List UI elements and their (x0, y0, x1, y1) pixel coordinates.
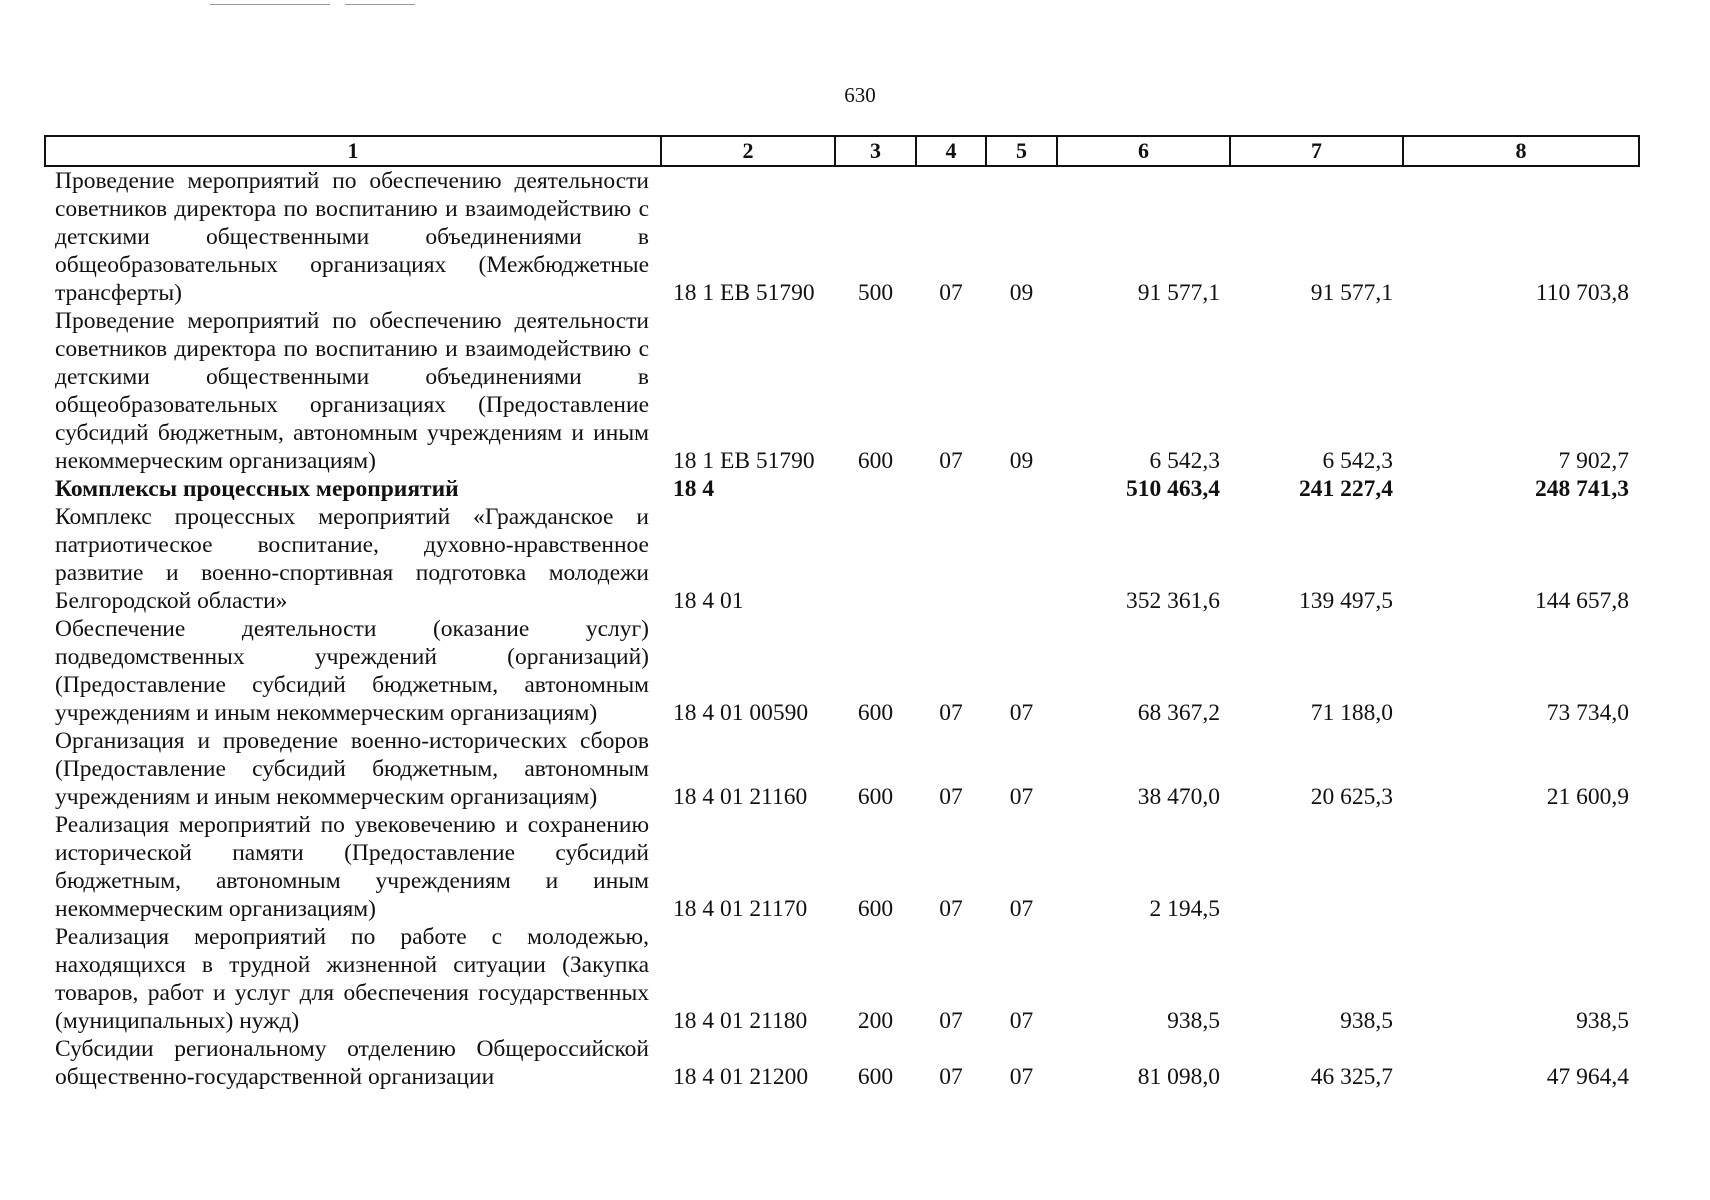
row-amount-7: 139 497,5 (1299, 588, 1393, 614)
row-amount-7: 6 542,3 (1322, 448, 1393, 474)
scan-artifact-line (210, 4, 330, 5)
row-col-3 (835, 475, 916, 503)
row-amount-6: 510 463,4 (1126, 476, 1220, 502)
header-col-3: 3 (835, 136, 916, 166)
row-col-3: 600 (857, 784, 894, 810)
row-target-code: 18 4 01 21200 (673, 1064, 809, 1090)
row-col-4: 07 (939, 448, 963, 474)
row-col-4: 07 (939, 784, 963, 810)
row-amount-6: 6 542,3 (1149, 448, 1220, 474)
table-row (45, 923, 1639, 1035)
row-amount-8 (1403, 811, 1639, 923)
row-col-5: 09 (1009, 280, 1034, 306)
row-target-code: 18 1 ЕВ 51790 (673, 280, 815, 306)
row-description: Реализация мероприятий по увековечению и сохранению исторической памяти (Предоставление субсидий бюджетным, автономным учреждениям и иным некоммерческим организациям) (55, 812, 649, 922)
row-target-code: 18 4 01 00590 (673, 700, 809, 726)
row-description: Организация и проведение военно-исторических сборов (Предоставление субсидий бюджетным, автономным учреждениям и иным некоммерческим организациям) (55, 728, 649, 810)
row-col-3 (835, 503, 916, 615)
row-amount-6: 38 470,0 (1137, 784, 1220, 810)
row-description: Комплекс процессных мероприятий «Гражданское и патриотическое воспитание, духовно-нравственное развитие и военно-спортивная подготовка молодежи Белгородской области» (55, 504, 649, 614)
row-description: Комплексы процессных мероприятий (55, 476, 459, 502)
page-number: 630 (844, 83, 876, 107)
header-col-7: 7 (1230, 136, 1403, 166)
row-description: Проведение мероприятий по обеспечению деятельности советников директора по воспитанию и взаимодействию с детскими общественными объединениями в общеобразовательных организациях (Предоставление субсидий бюджетным, автономным учреждениям и иным некоммерческим организациям) (55, 308, 649, 474)
row-col-5: 07 (1009, 700, 1034, 726)
row-col-3: 200 (857, 1008, 894, 1034)
row-amount-6: 2 194,5 (1149, 896, 1220, 922)
header-col-4: 4 (916, 136, 986, 166)
row-amount-7 (1230, 811, 1403, 923)
row-amount-7: 91 577,1 (1310, 280, 1393, 306)
row-target-code: 18 4 01 21160 (673, 784, 808, 810)
row-amount-7: 938,5 (1340, 1008, 1393, 1034)
row-col-4: 07 (939, 280, 963, 306)
row-description: Субсидии региональному отделению Общероссийской общественно-государственной организации (55, 1036, 649, 1090)
header-col-1: 1 (45, 136, 661, 166)
row-col-5 (986, 475, 1057, 503)
budget-table (44, 135, 1640, 1091)
table-row (45, 811, 1639, 923)
table-row (45, 727, 1639, 811)
row-col-5: 07 (1009, 896, 1034, 922)
row-amount-7: 46 325,7 (1310, 1064, 1393, 1090)
scan-artifact-line (345, 4, 415, 5)
row-target-code: 18 4 01 21180 (673, 1008, 808, 1034)
row-col-4: 07 (939, 1008, 963, 1034)
header-col-6: 6 (1057, 136, 1230, 166)
row-amount-8: 110 703,8 (1535, 280, 1629, 306)
row-amount-8: 47 964,4 (1546, 1064, 1629, 1090)
row-col-5: 07 (1009, 1008, 1034, 1034)
row-col-5: 07 (1009, 784, 1034, 810)
row-col-3: 600 (857, 896, 894, 922)
row-col-4: 07 (939, 1064, 963, 1090)
row-amount-6: 91 577,1 (1137, 280, 1220, 306)
row-amount-6: 81 098,0 (1137, 1064, 1220, 1090)
row-col-5 (986, 503, 1057, 615)
row-target-code: 18 4 (673, 476, 715, 502)
table-row (45, 1035, 1639, 1091)
row-target-code: 18 4 01 21170 (673, 896, 808, 922)
row-amount-8: 21 600,9 (1546, 784, 1629, 810)
row-target-code: 18 1 ЕВ 51790 (673, 448, 815, 474)
row-col-3: 600 (857, 448, 894, 474)
row-amount-7: 20 625,3 (1310, 784, 1393, 810)
row-description: Проведение мероприятий по обеспечению деятельности советников директора по воспитанию и взаимодействию с детскими общественными объединениями в общеобразовательных организациях (Межбюджетные трансферты) (55, 168, 649, 306)
row-amount-6: 352 361,6 (1126, 588, 1220, 614)
row-col-3: 600 (857, 1064, 894, 1090)
table-row-section-total (45, 475, 1639, 503)
row-amount-6: 68 367,2 (1137, 700, 1220, 726)
header-col-2: 2 (661, 136, 835, 166)
row-description: Обеспечение деятельности (оказание услуг) подведомственных учреждений (организаций) (Предоставление субсидий бюджетным, автономным учреждениям и иным некоммерческим организациям) (55, 616, 649, 726)
table-row (45, 615, 1639, 727)
row-amount-8: 7 902,7 (1558, 448, 1629, 474)
row-amount-7: 71 188,0 (1310, 700, 1393, 726)
row-amount-8: 248 741,3 (1535, 476, 1629, 502)
row-col-4 (916, 503, 986, 615)
table-row (45, 503, 1639, 615)
table-row (45, 166, 1639, 307)
row-amount-8: 73 734,0 (1546, 700, 1629, 726)
row-amount-6: 938,5 (1167, 1008, 1220, 1034)
row-amount-8: 938,5 (1576, 1008, 1629, 1034)
row-col-5: 07 (1009, 1064, 1034, 1090)
table-row (45, 307, 1639, 475)
row-col-3: 600 (857, 700, 894, 726)
header-col-8: 8 (1403, 136, 1639, 166)
row-amount-8: 144 657,8 (1535, 588, 1629, 614)
row-col-4: 07 (939, 896, 963, 922)
row-target-code: 18 4 01 (673, 588, 744, 614)
header-row (45, 136, 1639, 166)
row-col-3: 500 (857, 280, 894, 306)
row-amount-7: 241 227,4 (1299, 476, 1393, 502)
header-col-5: 5 (986, 136, 1057, 166)
row-description: Реализация мероприятий по работе с молодежью, находящихся в трудной жизненной ситуации (Закупка товаров, работ и услуг для обеспечения государственных (муниципальных) нужд) (55, 924, 649, 1034)
row-col-4 (916, 475, 986, 503)
row-col-5: 09 (1009, 448, 1034, 474)
row-col-4: 07 (939, 700, 963, 726)
